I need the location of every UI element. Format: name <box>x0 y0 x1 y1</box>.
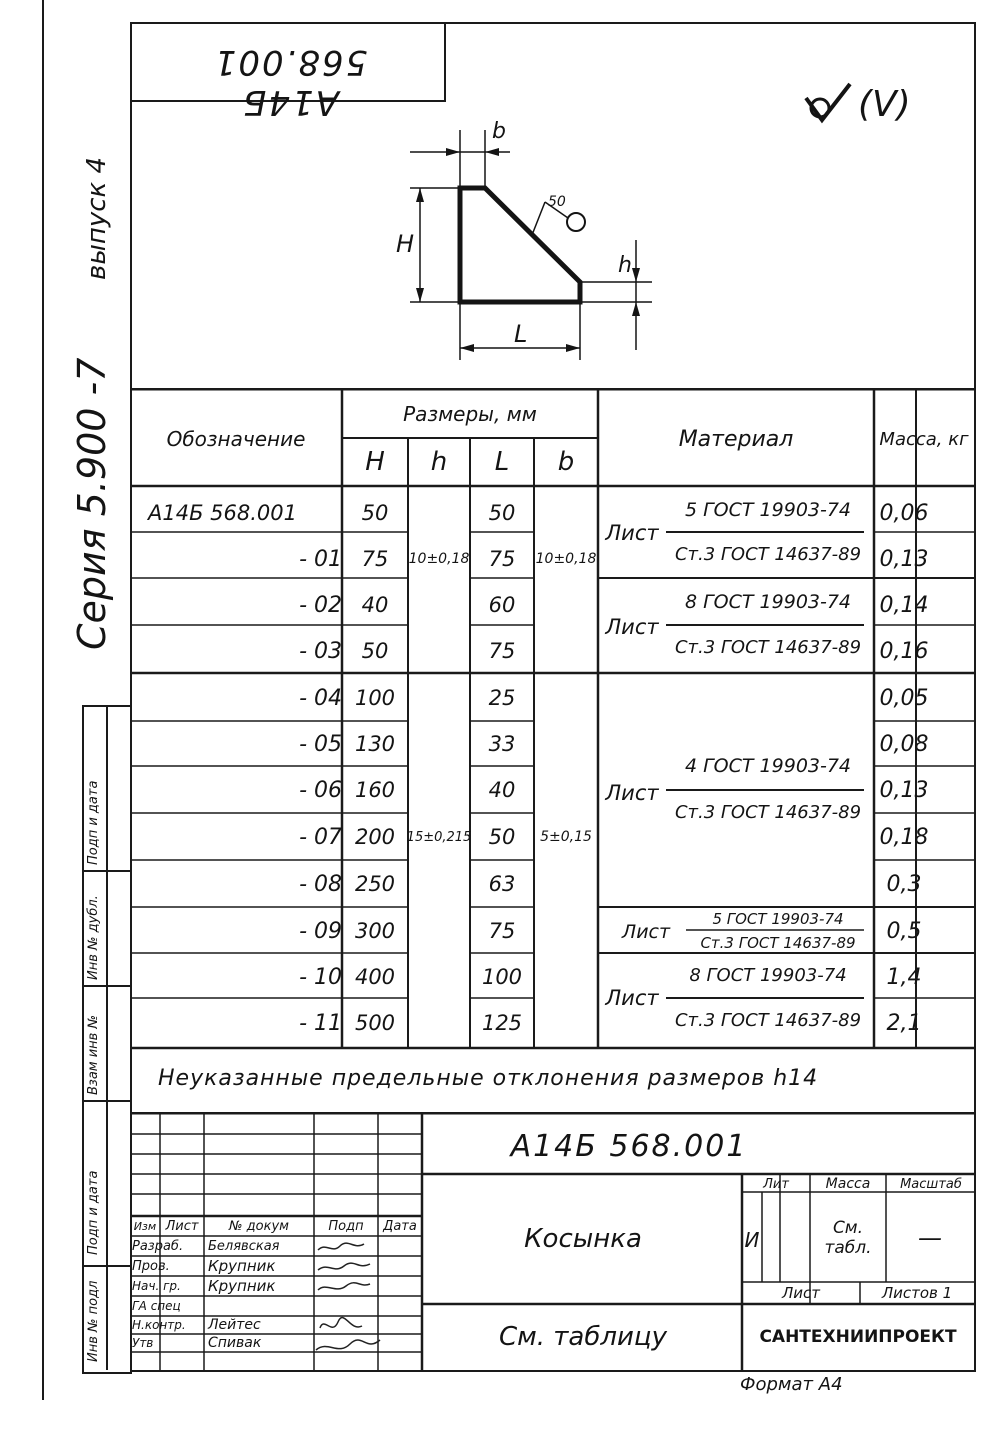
material-3-bottom: Ст.3 ГОСТ 14637-89 <box>700 934 856 952</box>
row-7-mass: 0,18 <box>879 824 929 850</box>
header-designation: Обозначение <box>166 427 306 451</box>
header-h: h <box>430 447 448 477</box>
row-10-H: 400 <box>354 965 396 989</box>
name-4: Лейтес <box>208 1317 261 1333</box>
col-podp: Подп <box>328 1218 364 1234</box>
row-1-designation: - 01 <box>299 546 342 572</box>
row-5-H: 130 <box>354 732 396 756</box>
sheet-label: Лист <box>781 1284 820 1302</box>
row-10-mass: 1,4 <box>886 964 922 990</box>
format-label: Формат А4 <box>740 1374 843 1395</box>
row-6-H: 160 <box>354 778 396 802</box>
header-L: L <box>494 447 510 477</box>
material-1-word: Лист <box>605 615 659 639</box>
row-11-mass: 2,1 <box>886 1010 922 1036</box>
row-8-L: 63 <box>488 872 516 896</box>
row-7-L: 50 <box>488 825 516 849</box>
top-stamp-number: А14Б 568.001 <box>212 42 368 122</box>
material-3-top: 5 ГОСТ 19903-74 <box>712 910 844 928</box>
row-4-mass: 0,05 <box>879 685 929 711</box>
row-2-H: 40 <box>361 593 389 617</box>
row-1-H: 75 <box>361 547 389 571</box>
row-3-mass: 0,16 <box>879 638 929 664</box>
side-issue: выпуск 4 <box>82 156 112 280</box>
row-4-L: 25 <box>488 686 516 710</box>
role-0: Разраб. <box>132 1238 184 1254</box>
row-8-H: 250 <box>354 872 396 896</box>
material-0-word: Лист <box>605 521 659 545</box>
dim-b-label: b <box>492 119 506 144</box>
row-9-designation: - 09 <box>299 918 342 944</box>
row-3-L: 75 <box>488 639 516 663</box>
row-1-mass: 0,13 <box>879 546 929 572</box>
h-tolerance-group2: 15±0,215 <box>406 829 472 845</box>
lit-label: Лит <box>763 1176 789 1192</box>
material-4-bottom: Ст.3 ГОСТ 14637-89 <box>674 1009 862 1031</box>
row-11-designation: - 11 <box>299 1010 342 1036</box>
part-name: Косынка <box>524 1224 642 1254</box>
row-0-L: 50 <box>488 501 516 525</box>
col-list: Лист <box>165 1218 199 1234</box>
part-drawing <box>390 110 670 370</box>
role-1: Пров. <box>132 1258 170 1274</box>
material-3-word: Лист <box>621 921 671 943</box>
dim-L-label: L <box>514 320 528 348</box>
col-date: Дата <box>383 1218 417 1234</box>
roughness-symbol <box>800 80 860 140</box>
role-5: Утв <box>132 1336 154 1350</box>
lit-value: И <box>744 1228 760 1252</box>
row-5-L: 33 <box>488 732 516 756</box>
b-tolerance-group2: 5±0,15 <box>540 829 592 845</box>
org-name: САНТЕХНИИПРОЕКТ <box>759 1327 957 1347</box>
row-9-L: 75 <box>488 919 516 943</box>
material-0-top: 5 ГОСТ 19903-74 <box>684 499 852 521</box>
row-10-designation: - 10 <box>299 964 342 990</box>
row-10-L: 100 <box>481 965 523 989</box>
sheets-label: Листов 1 <box>881 1284 953 1302</box>
dim-h-label: h <box>618 253 632 278</box>
row-0-mass: 0,06 <box>879 500 929 526</box>
name-2: Крупник <box>208 1277 276 1295</box>
name-3 <box>204 1296 318 1316</box>
signatures <box>314 1236 384 1376</box>
row-6-designation: - 06 <box>299 777 342 803</box>
row-8-designation: - 08 <box>299 871 342 897</box>
dim-H-label: H <box>396 230 415 258</box>
material-2-word: Лист <box>605 781 659 805</box>
header-b: b <box>557 447 575 477</box>
note-tolerances: Неуказанные предельные отклонения размеров h14 <box>158 1066 819 1091</box>
row-3-designation: - 03 <box>299 638 342 664</box>
row-4-H: 100 <box>354 686 396 710</box>
row-2-designation: - 02 <box>299 592 342 618</box>
row-9-H: 300 <box>354 919 396 943</box>
doc-number: А14Б 568.001 <box>510 1128 748 1164</box>
weld-label: 50 <box>548 194 566 210</box>
name-0: Белявская <box>208 1238 280 1254</box>
material-4-top: 8 ГОСТ 19903-74 <box>689 964 847 986</box>
side-label-podp-data-1: Подп и дата <box>86 1170 101 1255</box>
scale-value: — <box>918 1224 942 1252</box>
side-label-vzam-inv: Взам инв № <box>86 1015 101 1095</box>
header-sizes: Размеры, мм <box>403 402 537 426</box>
material-1-bottom: Ст.3 ГОСТ 14637-89 <box>674 636 862 658</box>
material-ref: См. таблицу <box>498 1322 667 1352</box>
scale-label: Масштаб <box>900 1176 962 1192</box>
row-7-designation: - 07 <box>299 824 342 850</box>
row-5-mass: 0,08 <box>879 731 929 757</box>
name-1: Крупник <box>208 1257 276 1275</box>
material-2-bottom: Ст.3 ГОСТ 14637-89 <box>674 801 862 823</box>
row-3-H: 50 <box>361 639 389 663</box>
header-mass: Масса, кг <box>879 428 969 450</box>
row-6-L: 40 <box>488 778 516 802</box>
b-tolerance-group1: 10±0,18 <box>535 551 597 567</box>
row-11-L: 125 <box>481 1011 523 1035</box>
side-series: Серия 5.900 -7 <box>70 357 114 650</box>
side-label-podp-data-2: Подп и дата <box>86 780 101 865</box>
row-6-mass: 0,13 <box>879 777 929 803</box>
row-5-designation: - 05 <box>299 731 342 757</box>
row-2-L: 60 <box>488 593 516 617</box>
mass-value: См. табл. <box>824 1218 872 1258</box>
role-2: Нач. гр. <box>132 1279 181 1293</box>
row-7-H: 200 <box>354 825 396 849</box>
page-left-edge <box>42 0 44 1400</box>
row-4-designation: - 04 <box>299 685 342 711</box>
role-3: ГА спец <box>132 1299 181 1313</box>
name-5: Спивак <box>208 1335 262 1351</box>
left-stamp-strip-mid <box>106 705 108 1370</box>
row-2-mass: 0,14 <box>879 592 929 618</box>
mass-label: Масса <box>825 1176 871 1192</box>
material-4-word: Лист <box>605 986 659 1010</box>
side-label-inv-podl: Инв № подл <box>86 1280 101 1362</box>
material-1-top: 8 ГОСТ 19903-74 <box>684 591 852 613</box>
row-0-H: 50 <box>361 501 389 525</box>
h-tolerance-group1: 10±0,18 <box>408 551 470 567</box>
col-doc: № докум <box>229 1218 289 1234</box>
side-label-inv-dubl: Инв № дубл. <box>86 895 101 980</box>
role-4: Н.контр. <box>132 1318 186 1332</box>
col-izm: Изм <box>133 1219 157 1233</box>
row-9-mass: 0,5 <box>886 918 922 944</box>
row-1-L: 75 <box>488 547 516 571</box>
header-material: Материал <box>678 426 794 452</box>
material-0-bottom: Ст.3 ГОСТ 14637-89 <box>674 543 862 565</box>
material-2-top: 4 ГОСТ 19903-74 <box>684 755 852 777</box>
row-11-H: 500 <box>354 1011 396 1035</box>
header-H: H <box>365 447 385 477</box>
row-8-mass: 0,3 <box>886 871 922 897</box>
row-0-designation: А14Б 568.001 <box>148 501 298 525</box>
roughness-label: (V) <box>858 84 911 125</box>
